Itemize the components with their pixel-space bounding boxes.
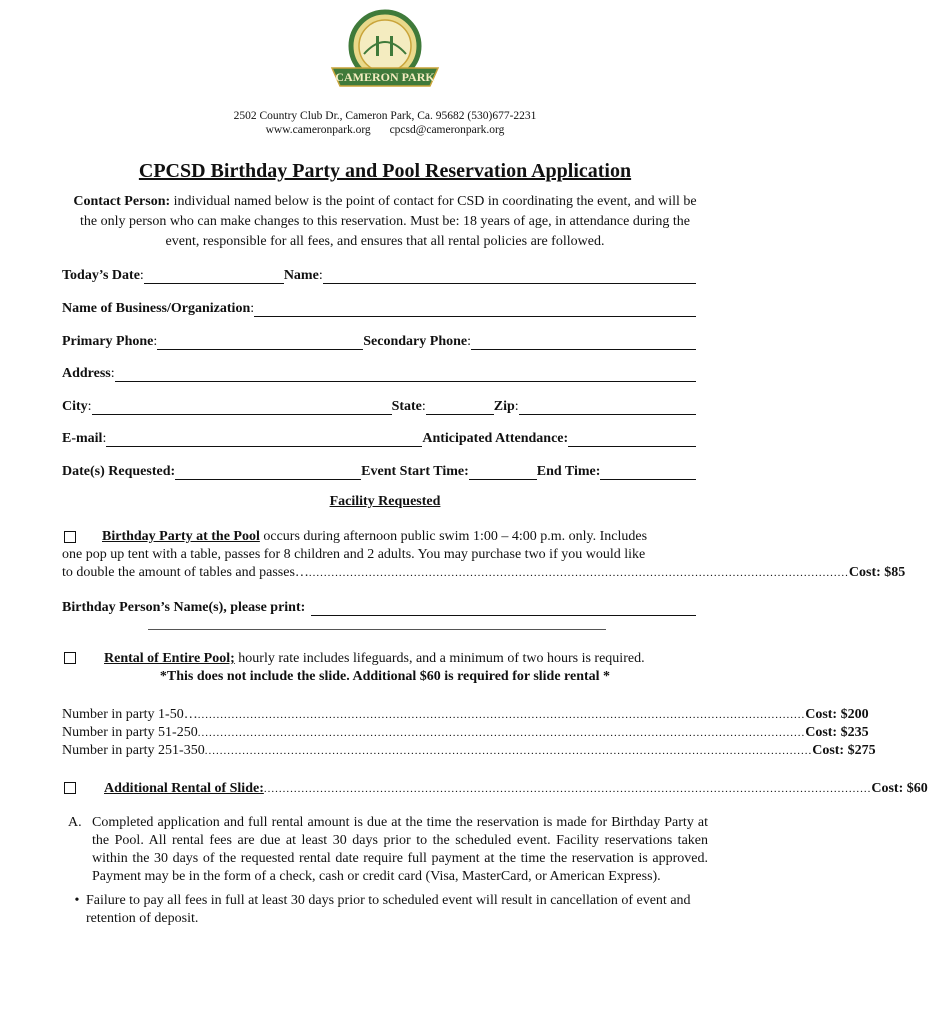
primary-phone-label: Primary Phone	[62, 334, 154, 349]
rate-label: Number in party 1-50…	[62, 707, 198, 722]
end-time-field[interactable]	[600, 464, 696, 480]
rate-cost: Cost: $200	[805, 707, 869, 722]
contact-person-note	[72, 192, 698, 252]
leader-dots: ..................................................................................................................................................................	[197, 709, 806, 721]
slide-note: *This does not include the slide. Additional $60 is required for slide rental *	[159, 669, 611, 684]
row-phones: Primary Phone : Secondary Phone :	[62, 330, 696, 350]
todays-date-label: Today’s Date	[62, 268, 140, 283]
entire-pool-desc	[104, 650, 704, 668]
business-label: Name of Business/Organization	[62, 301, 251, 316]
contact-person-text: individual named below is the point of contact for CSD in coordinating the event, and will be the only person who can make changes to this reservation. Must be: 18 years of age, in attendance during the event, responsible for all fees, and ensures that all rental policies are followed.	[80, 194, 697, 249]
term-bullet-text: Failure to pay all fees in full at least 30 days prior to scheduled event will result in cancellation of event and retention of deposit.	[86, 893, 691, 926]
birthday-party-title: Birthday Party at the Pool	[102, 529, 260, 544]
term-bullet	[68, 892, 708, 928]
page-title: CPCSD Birthday Party and Pool Reservation Application	[138, 160, 632, 182]
rate-cost: Cost: $275	[812, 743, 876, 758]
end-time-label: End Time:	[536, 464, 601, 479]
birthday-names-field[interactable]	[311, 600, 696, 616]
rate-row-1	[62, 706, 869, 724]
rate-row-2	[62, 724, 869, 742]
slide-cost-row	[104, 780, 928, 798]
birthday-party-line3: to double the amount of tables and passes…	[62, 565, 309, 580]
row-date-name: Today’s Date : Name :	[62, 264, 696, 284]
birthday-party-cost: Cost: $85	[848, 565, 906, 580]
contact-person-lead: Contact Person:	[73, 194, 171, 209]
logo-text: CAMERON PARK	[335, 70, 435, 84]
row-dates-times	[62, 460, 696, 480]
birthday-party-desc-1	[62, 528, 702, 546]
row-address: Address :	[62, 362, 696, 382]
business-field[interactable]	[254, 301, 696, 317]
start-time-field[interactable]	[469, 464, 537, 480]
name-label: Name	[283, 268, 319, 283]
birthday-party-line1: occurs during afternoon public swim 1:00 – 4:00 p.m. only. Includes	[259, 529, 648, 544]
birthday-names-field-2[interactable]	[148, 629, 606, 630]
secondary-phone-label: Secondary Phone	[363, 334, 468, 349]
leader-dots: ................................................................................................................................................	[308, 567, 849, 579]
address-line: 2502 Country Club Dr., Cameron Park, Ca. 95682 (530)677-2231	[233, 110, 537, 122]
birthday-party-cost-row	[62, 564, 906, 582]
attendance-field[interactable]	[568, 431, 696, 447]
website-link[interactable]: www.cameronpark.org	[265, 124, 371, 136]
entire-pool-text: hourly rate includes lifeguards, and a minimum of two hours is required.	[234, 651, 645, 666]
slide-cost: Cost: $60	[871, 781, 928, 796]
term-a-mark: A.	[68, 815, 82, 830]
attendance-label: Anticipated Attendance:	[422, 431, 569, 446]
start-time-label: Event Start Time:	[361, 464, 469, 479]
entire-pool-title: Rental of Entire Pool;	[104, 651, 235, 666]
slide-checkbox[interactable]	[64, 782, 76, 794]
leader-dots: ..................................................................................................................................................................	[263, 783, 872, 795]
primary-phone-field[interactable]	[157, 334, 363, 350]
cameron-park-logo	[326, 10, 444, 94]
rate-label: Number in party 251-350	[62, 743, 205, 758]
birthday-names-label: Birthday Person’s Name(s), please print:	[62, 600, 306, 615]
entire-pool-checkbox[interactable]	[64, 652, 76, 664]
term-bullet-mark: •	[74, 893, 80, 908]
dates-requested-label: Date(s) Requested:	[62, 464, 176, 479]
email-link[interactable]: cpcsd@cameronpark.org	[389, 124, 505, 136]
city-field[interactable]	[92, 399, 392, 415]
leader-dots: ..................................................................................................................................................................	[204, 745, 813, 757]
address-label: Address	[62, 366, 111, 381]
address-field[interactable]	[115, 366, 696, 382]
todays-date-field[interactable]	[144, 268, 284, 284]
secondary-phone-field[interactable]	[471, 334, 696, 350]
rate-label: Number in party 51-250	[62, 725, 198, 740]
facility-requested-heading: Facility Requested	[329, 494, 441, 509]
email-label: E-mail	[62, 431, 103, 446]
contact-links	[0, 124, 770, 136]
state-label: State	[391, 399, 422, 414]
rate-cost: Cost: $235	[805, 725, 869, 740]
row-birthday-names	[62, 596, 696, 616]
city-label: City	[62, 399, 88, 414]
term-a-text: Completed application and full rental amount is due at the time the reservation is made for Birthday Party at the Pool. All rental fees are due at least 30 days prior to the scheduled event. Facility reservations taken within the 30 days of the requested rental date require full payment at the time the reservation is approved. Payment may be in the form of a check, cash or credit card (Visa, MasterCard, or American Express).	[92, 815, 708, 884]
birthday-party-line2: one pop up tent with a table, passes for 8 children and 2 adults. You may purchase two if you would like	[62, 547, 646, 562]
terms-section	[68, 814, 708, 928]
slide-title: Additional Rental of Slide:	[104, 781, 264, 796]
dates-requested-field[interactable]	[175, 464, 361, 480]
row-email-attendance: E-mail : Anticipated Attendance:	[62, 427, 696, 447]
row-city-state-zip: City : State : Zip :	[62, 395, 696, 415]
state-field[interactable]	[426, 399, 494, 415]
rate-row-3	[62, 742, 876, 760]
row-business: Name of Business/Organization :	[62, 297, 696, 317]
email-field[interactable]	[106, 431, 422, 447]
zip-field[interactable]	[519, 399, 696, 415]
name-field[interactable]	[323, 268, 696, 284]
term-a	[68, 814, 708, 886]
leader-dots: ..................................................................................................................................................................	[197, 727, 806, 739]
zip-label: Zip	[493, 399, 515, 414]
